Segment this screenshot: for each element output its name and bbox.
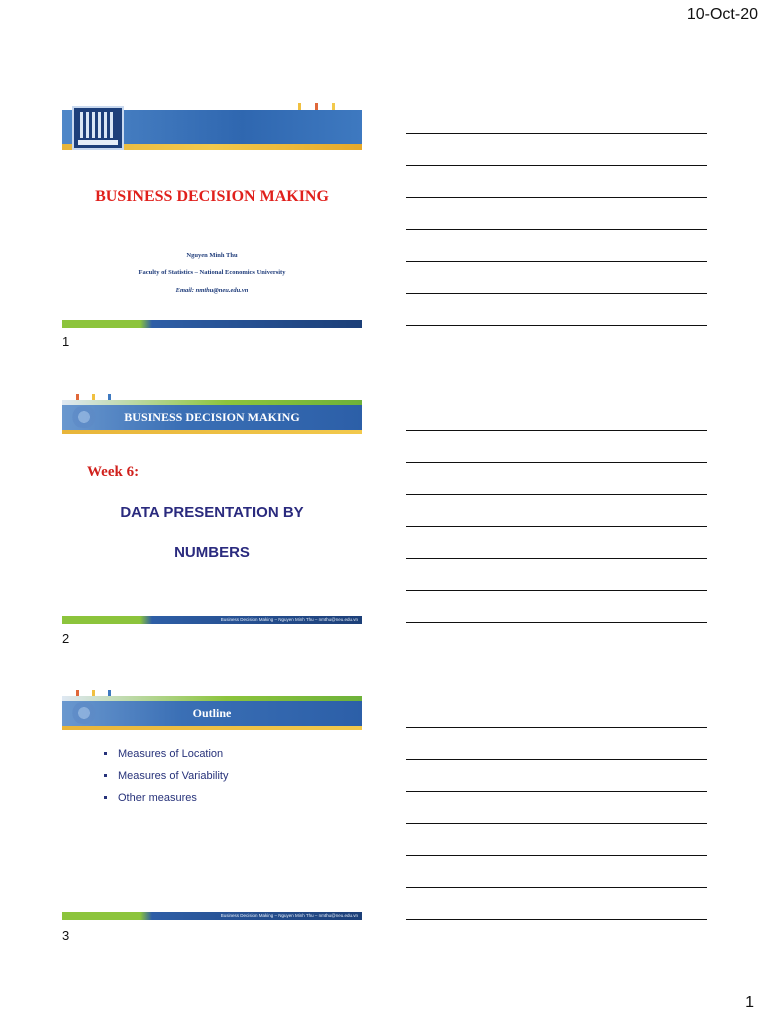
slide-1	[62, 100, 362, 330]
slide-heading-line-1: DATA PRESENTATION BY	[120, 504, 304, 521]
banner-title: BUSINESS DECISION MAKING	[124, 410, 300, 424]
notes-lines	[406, 133, 707, 357]
bullet-icon	[104, 796, 107, 799]
banner-accent-marks	[298, 100, 362, 110]
notes-lines	[406, 727, 707, 951]
slide-number: 3	[62, 928, 70, 943]
outline-list	[102, 748, 228, 814]
list-item: Other measures	[102, 792, 228, 804]
slide-3	[62, 696, 362, 926]
slide-2-banner	[62, 400, 362, 434]
notes-lines	[406, 430, 707, 654]
list-item: Measures of Location	[102, 748, 228, 760]
bullet-icon	[104, 774, 107, 777]
banner-title: Outline	[192, 706, 232, 720]
page-number: 1	[745, 994, 754, 1011]
week-label: Week 6:	[87, 464, 140, 480]
slide-1-banner	[62, 100, 362, 152]
slide-2-footer-bar	[62, 616, 362, 624]
header-date: 10-Oct-20	[686, 6, 758, 23]
slide-2	[62, 400, 362, 630]
footer-text: Business Decision Making – Nguyen Minh Thu – nmthu@neu.edu.vn	[220, 913, 358, 918]
footer-text: Business Decision Making – Nguyen Minh Thu – nmthu@neu.edu.vn	[220, 617, 358, 622]
bullet-icon	[104, 752, 107, 755]
author-email: Email: nmthu@neu.edu.vn	[175, 287, 249, 294]
slide-number: 2	[62, 631, 70, 646]
author-affiliation: Faculty of Statistics – National Economics University	[138, 269, 286, 276]
slide-number: 1	[62, 334, 70, 349]
slide-3-footer-bar	[62, 912, 362, 920]
slide-3-banner	[62, 696, 362, 730]
slide-1-footer-bar	[62, 320, 362, 328]
author-name: Nguyen Minh Thu	[186, 252, 238, 259]
presentation-title: BUSINESS DECISION MAKING	[95, 188, 329, 205]
university-logo	[72, 106, 124, 150]
slide-heading-line-2: NUMBERS	[174, 544, 250, 561]
list-item: Measures of Variability	[102, 770, 228, 782]
